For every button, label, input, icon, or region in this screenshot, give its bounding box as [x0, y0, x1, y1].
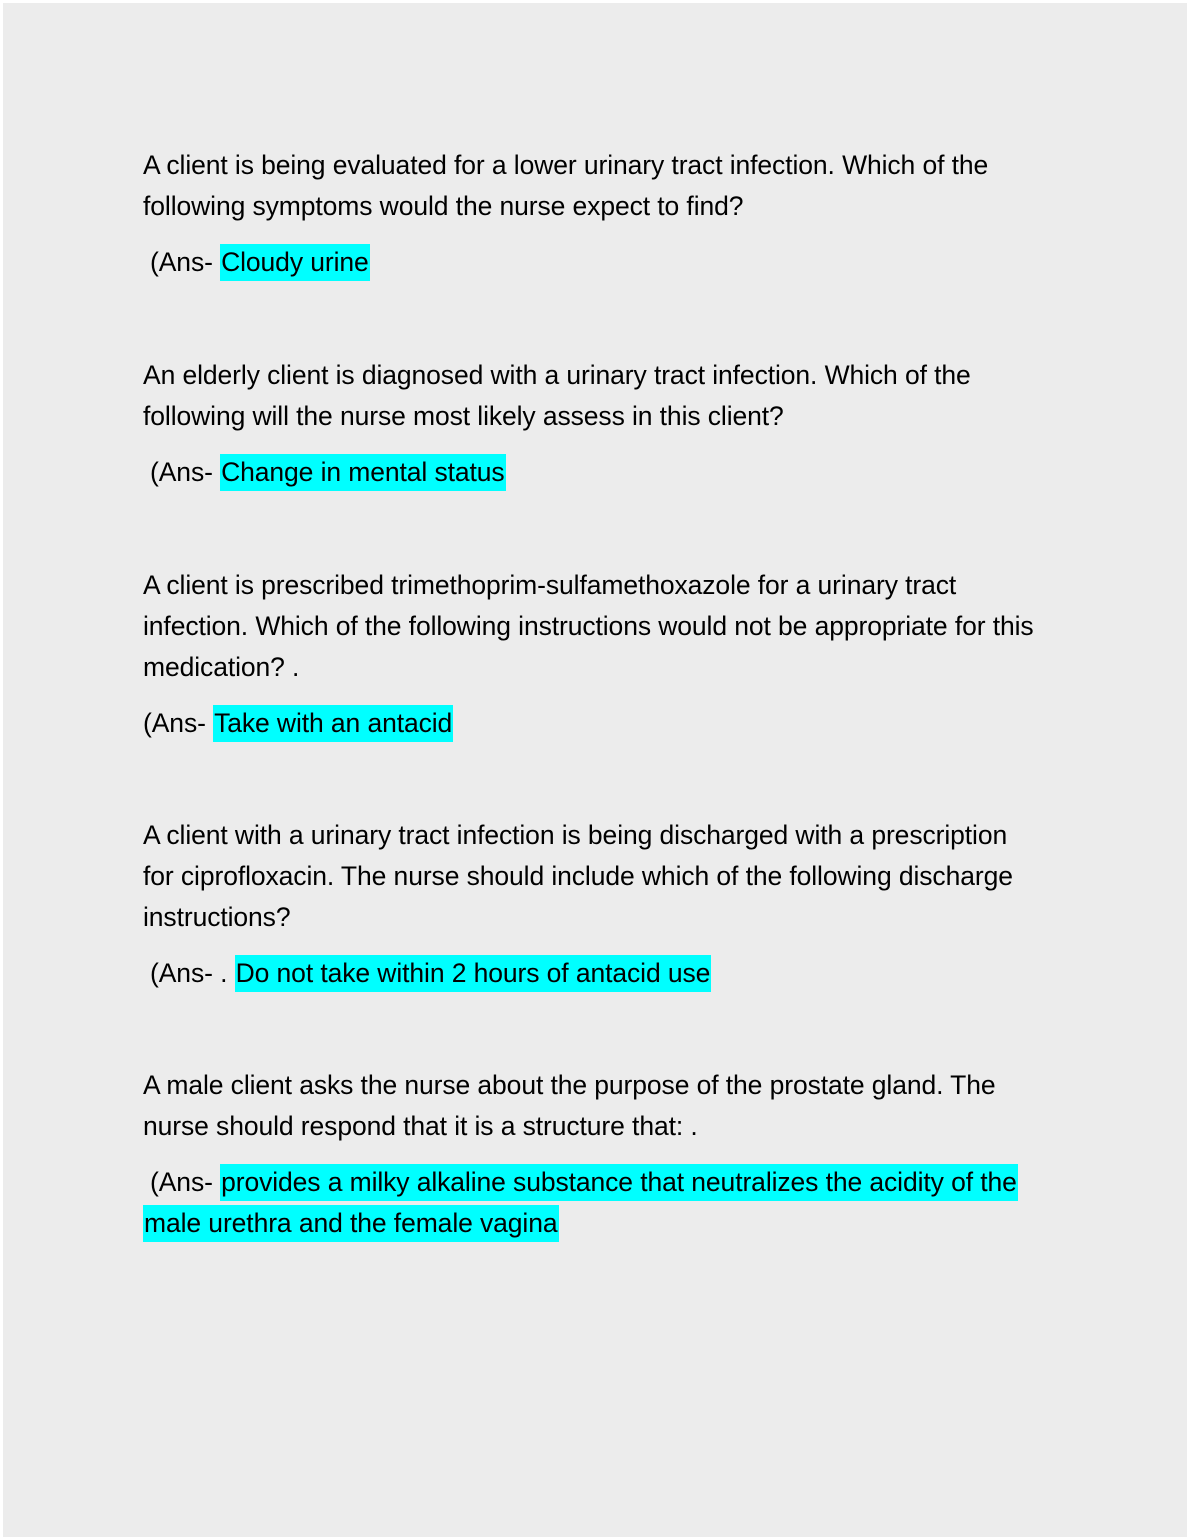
answer-prefix: (Ans-	[150, 247, 221, 277]
answer-line	[143, 452, 1043, 493]
question-text: A client is being evaluated for a lower urinary tract infection. Which of the following symptoms would the nurse expect to find?	[143, 150, 989, 221]
answer-prefix: (Ans-	[150, 1167, 221, 1197]
qa-item	[143, 815, 1043, 994]
answer-line	[143, 703, 1043, 744]
answer-highlight: Cloudy urine	[220, 244, 370, 281]
answer-prefix: (Ans-	[150, 457, 221, 487]
qa-item	[143, 145, 1043, 283]
answer-line	[143, 242, 1043, 283]
answer-highlight: Take with an antacid	[213, 705, 453, 742]
answer-highlight: Change in mental status	[220, 454, 505, 491]
question-text: A client is prescribed trimethoprim-sulfamethoxazole for a urinary tract infection. Which of the following instructions would not be appropriate for this medication? .	[143, 570, 1034, 682]
answer-prefix: (Ans- .	[150, 958, 235, 988]
qa-item	[143, 1065, 1043, 1244]
question-text: A client with a urinary tract infection is being discharged with a prescription for ciprofloxacin. The nurse should include which of the following discharge instructions?	[143, 820, 1013, 932]
answer-line	[143, 1162, 1043, 1244]
question-text: A male client asks the nurse about the purpose of the prostate gland. The nurse should respond that it is a structure that: .	[143, 1070, 996, 1141]
answer-prefix: (Ans-	[143, 708, 214, 738]
document-page	[3, 3, 1187, 1537]
qa-item	[143, 355, 1043, 493]
answer-highlight: provides a milky alkaline substance that neutralizes the acidity of the male urethra and the female vagina	[143, 1164, 1018, 1242]
question-text: An elderly client is diagnosed with a urinary tract infection. Which of the following will the nurse most likely assess in this client?	[143, 360, 971, 431]
qa-item	[143, 565, 1043, 744]
answer-highlight: Do not take within 2 hours of antacid use	[235, 955, 712, 992]
answer-line	[143, 953, 1043, 994]
